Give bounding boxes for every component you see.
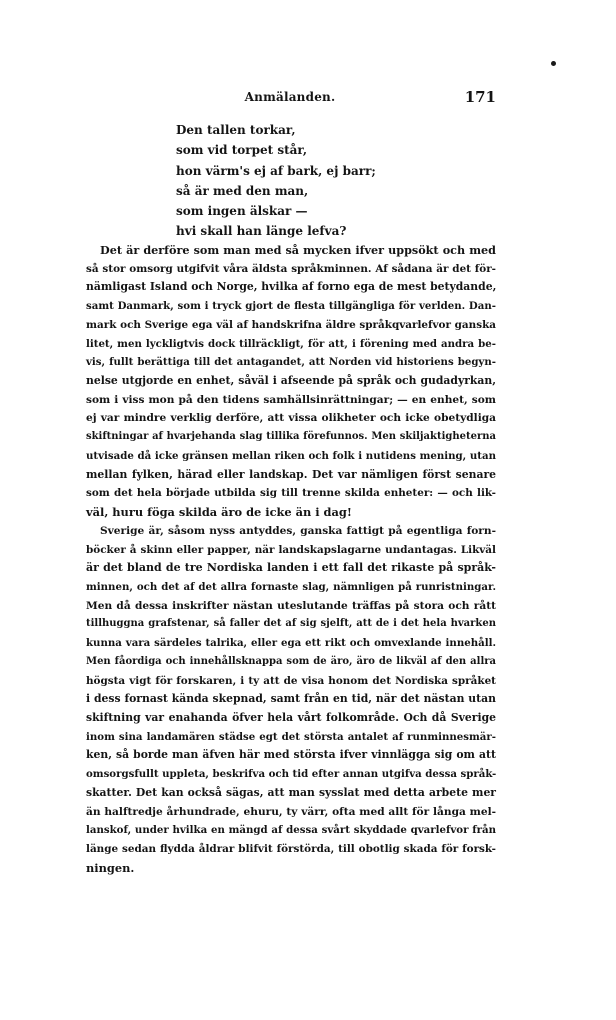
text-line: än halftredje århundrade, ehuru, ty värr, ofta med allt för långa mel- <box>86 805 496 818</box>
text-line: väl, huru föga skilda äro de icke än i dag! <box>86 505 352 520</box>
margin-dot <box>551 61 556 66</box>
text-line: Det är derföre som man med så mycken ifver uppsökt och med <box>100 243 496 257</box>
text-line: inom sina landamären städse egt det största antalet af runminnesmär- <box>86 730 496 743</box>
text-line: Men då dessa inskrifter nästan uteslutande träffas på stora och rått <box>86 599 496 612</box>
text-line: omsorgsfullt uppleta, beskrifva och tid efter annan utgifva dessa språk- <box>86 768 497 781</box>
text-line: samt Danmark, som i tryck gjort de flesta tillgängliga för verlden. Dan- <box>86 300 496 313</box>
text-line: länge sedan flydda åldrar blifvit förstörda, till obotlig skada för forsk- <box>86 843 496 855</box>
text-line: litet, men lyckligtvis dock tillräckligt, för att, i förening med andra be- <box>86 337 496 350</box>
text-line: skiftning var enahanda öfver hela vårt folkområde. Och då Sverige <box>86 710 496 724</box>
page-number: 171 <box>464 88 496 106</box>
text-line: tillhuggna grafstenar, så faller det af sig sjelft, att de i det hela hvarken <box>86 618 496 630</box>
poem-line: som vid torpet står, <box>176 143 308 158</box>
text-line: skiftningar af hvarjehanda slag tillika förefunnos. Men skiljaktigheterna <box>86 431 496 443</box>
text-line: nämligast Island och Norge, hvilka af forno ega de mest betydande, <box>86 280 497 294</box>
text-line: så stor omsorg utgifvit våra äldsta språkminnen. Af sådana är det för- <box>86 262 496 275</box>
text-line: minnen, och det af det allra fornaste slag, nämnligen på runristningar. <box>86 580 496 593</box>
text-line: vis, fullt berättiga till det antagandet, att Norden vid historiens begyn- <box>86 356 496 369</box>
poem-line: som ingen älskar — <box>176 204 308 219</box>
text-line: är det bland de tre Nordiska landen i ett fall det rikaste på språk- <box>86 561 496 575</box>
poem-line: hon värm's ej af bark, ej barr; <box>176 163 376 178</box>
text-line: böcker å skinn eller papper, när landskapslagarne undantagas. Likväl <box>86 543 496 556</box>
text-line: mark och Sverige ega väl af handskrifna äldre språkqvarlefvor ganska <box>86 318 496 331</box>
text-line: skatter. Det kan också sägas, att man sysslat med detta arbete mer <box>86 785 496 799</box>
text-line: i dess fornast kända skepnad, samt från en tid, när det nästan utan <box>86 692 496 706</box>
text-line: högsta vigt för forskaren, i ty att de visa honom det Nordiska språket <box>86 674 496 687</box>
text-line: nelse utgjorde en enhet, såväl i afseende på språk och gudadyrkan, <box>86 374 496 388</box>
text-line: som det hela började utbilda sig till trenne skilda enheter: — och lik- <box>86 487 496 500</box>
text-line: Sverige är, såsom nyss antyddes, ganska fattigt på egentliga forn- <box>100 524 496 537</box>
text-line: ej var mindre verklig derföre, att vissa olikheter och icke obetydliga <box>86 412 496 425</box>
text-line: Men fåordiga och innehållsknappa som de äro, äro de likväl af den allra <box>86 655 496 667</box>
text-line: lanskof, under hvilka en mängd af dessa svårt skyddade qvarlefvor från <box>86 824 496 837</box>
text-line: mellan fylken, härad eller landskap. Det var nämligen först senare <box>86 467 496 481</box>
poem-line: hvi skall han länge lefva? <box>176 224 347 239</box>
poem-line: Den tallen torkar, <box>176 123 296 137</box>
poem-line: så är med den man, <box>176 183 309 198</box>
text-line: utvisade då icke gränsen mellan riken och folk i nutidens mening, utan <box>86 449 496 462</box>
text-line: ken, så borde man äfven här med största ifver vinnlägga sig om att <box>86 748 496 762</box>
poem-stanza <box>176 120 436 242</box>
running-head-title: Anmälanden. <box>244 90 336 104</box>
text-line: ningen. <box>86 860 135 875</box>
text-line: kunna vara särdeles talrika, eller ega ett rikt och omvexlande innehåll. <box>86 637 496 650</box>
text-line: som i viss mon på den tidens samhällsinrättningar; — en enhet, som <box>86 393 496 406</box>
running-header <box>84 88 496 108</box>
body-text <box>86 241 496 877</box>
